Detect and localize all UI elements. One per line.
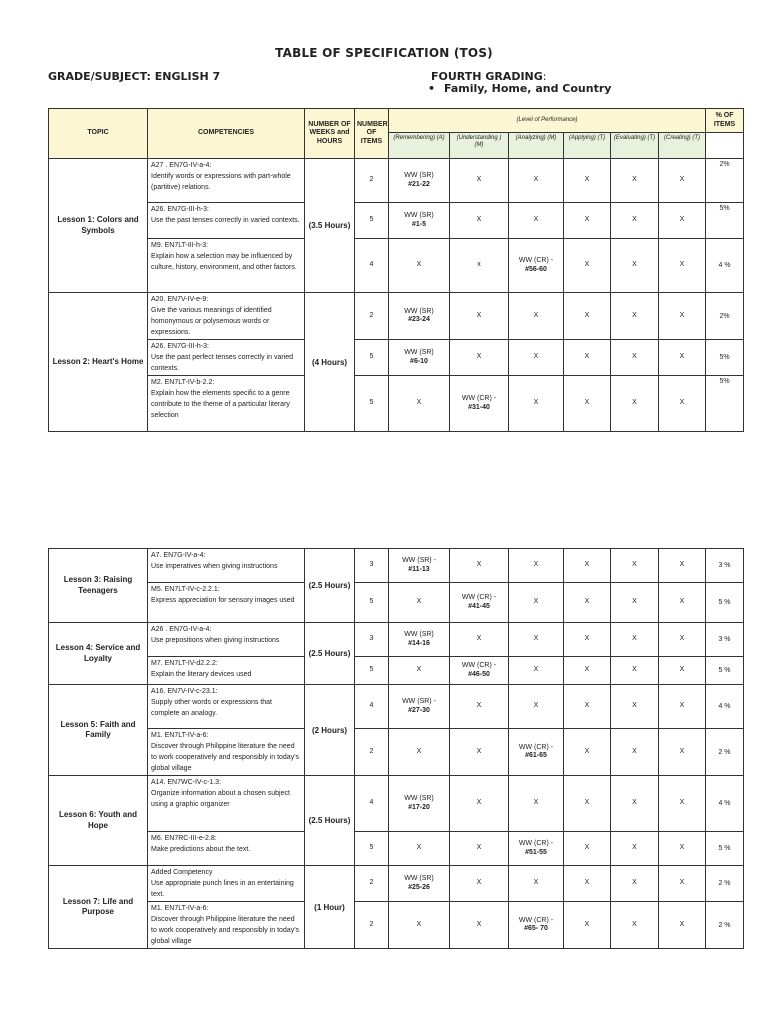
table-row	[49, 776, 744, 832]
rem-item-numbers: #14-16	[408, 639, 430, 647]
competency-code: A27 . EN7G-IV-a-4:	[151, 162, 212, 169]
item-count: 4	[355, 776, 389, 832]
applying-cell: X	[564, 583, 611, 623]
creating-cell: X	[659, 729, 706, 776]
table-row	[49, 657, 744, 685]
competency-code: M2. EN7LT-IV-b-2.2:	[151, 379, 215, 386]
creating-cell: X	[659, 376, 706, 432]
percent-of-items: 4 %	[706, 239, 744, 293]
competency	[148, 340, 305, 376]
header-analyzing: (Analyzing) (M)	[509, 133, 564, 159]
competency-text: Explain how a selection may be influenced by culture, history, environment, and other factors.	[151, 253, 297, 271]
und-cell	[450, 340, 509, 376]
header-percent: % OF ITEMS	[706, 109, 744, 133]
competency	[148, 583, 305, 623]
ana-cell	[509, 832, 564, 866]
und-label: x	[477, 261, 481, 269]
rem-cell	[389, 729, 450, 776]
header-level-of-performance: (Level of Performance)	[389, 109, 706, 133]
grading-colon: :	[542, 70, 547, 83]
competency-code: M7. EN7LT-IV-d2.2.2:	[151, 660, 218, 667]
percent-of-items: 2 %	[706, 729, 744, 776]
ana-label: X	[533, 702, 539, 710]
item-count: 4	[355, 685, 389, 729]
rem-cell	[389, 902, 450, 949]
rem-label: WW (SR)	[404, 307, 434, 315]
applying-cell: X	[564, 293, 611, 340]
ana-label: X	[533, 176, 539, 184]
rem-cell	[389, 776, 450, 832]
table-row	[49, 583, 744, 623]
competency-text: Use the past tenses correctly in varied contexts.	[151, 217, 300, 224]
ana-item-numbers: #56-60	[525, 265, 547, 273]
ana-label: WW (CR) -	[518, 840, 554, 848]
competency-code: A20. EN7V-IV-e-9:	[151, 296, 209, 303]
competency-text: Discover through Philippine literature the need to work cooperatively and responsibly in today's global village	[151, 743, 300, 772]
lesson-topic: Lesson 5: Faith and Family	[49, 685, 148, 776]
und-cell	[450, 657, 509, 685]
rem-label: X	[416, 261, 422, 269]
applying-cell: X	[564, 340, 611, 376]
competency-text: Identify words or expressions with part-whole (partitive) relations.	[151, 173, 291, 191]
table-row	[49, 902, 744, 949]
competency	[148, 685, 305, 729]
table-row	[49, 203, 744, 239]
lesson-topic: Lesson 6: Youth and Hope	[49, 776, 148, 866]
document-title: TABLE OF SPECIFICATION (TOS)	[275, 46, 493, 60]
applying-cell: X	[564, 866, 611, 902]
ana-item-numbers: #65- 70	[524, 925, 548, 932]
competency-text: Express appreciation for sensory images used	[151, 597, 295, 604]
und-label: X	[476, 311, 482, 319]
creating-cell: X	[659, 623, 706, 657]
item-count: 5	[355, 583, 389, 623]
creating-cell: X	[659, 549, 706, 583]
evaluating-cell: X	[611, 776, 659, 832]
evaluating-cell: X	[611, 685, 659, 729]
competency	[148, 776, 305, 832]
header-evaluating: (Evaluating) (T)	[611, 133, 659, 159]
table-row	[49, 832, 744, 866]
competency-code: Added Competency	[151, 869, 213, 876]
header-competencies: COMPETENCIES	[148, 109, 305, 159]
creating-cell: X	[659, 866, 706, 902]
header-remembering: (Remembering) (A)	[389, 133, 450, 159]
table-row	[49, 376, 744, 432]
rem-label: WW (SR)	[404, 631, 434, 639]
rem-item-numbers: #25-26	[408, 883, 430, 891]
percent-of-items: 2 %	[706, 902, 744, 949]
und-cell	[450, 776, 509, 832]
evaluating-cell: X	[611, 159, 659, 203]
competency-code: M9. EN7LT-III-h-3:	[151, 242, 209, 249]
competency	[148, 866, 305, 902]
competency-code: M1. EN7LT-IV-a-6:	[151, 732, 209, 739]
grade-subject: GRADE/SUBJECT: ENGLISH 7	[48, 70, 221, 83]
lesson-hours: (2.5 Hours)	[305, 623, 355, 685]
tos-table-page-2	[48, 548, 744, 949]
evaluating-cell: X	[611, 376, 659, 432]
rem-cell	[389, 832, 450, 866]
und-item-numbers: #41-45	[468, 602, 490, 610]
item-count: 5	[355, 657, 389, 685]
und-cell	[450, 623, 509, 657]
bullet-icon: •	[428, 82, 436, 95]
evaluating-cell: X	[611, 866, 659, 902]
und-cell	[450, 239, 509, 293]
applying-cell: X	[564, 623, 611, 657]
lesson-topic: Lesson 2: Heart's Home	[49, 293, 148, 432]
competency-text: Organize information about a chosen subject using a graphic organizer	[151, 790, 290, 808]
rem-item-numbers: #21-22	[408, 180, 430, 188]
evaluating-cell: X	[611, 203, 659, 239]
competency	[148, 203, 305, 239]
competency-code: M5. EN7LT-IV-c-2.2.1:	[151, 586, 220, 593]
tos-table-page-1	[48, 108, 744, 432]
und-item-numbers: #31-40	[468, 403, 490, 411]
und-label: X	[476, 176, 482, 184]
applying-cell: X	[564, 832, 611, 866]
rem-label: X	[416, 399, 422, 407]
percent-of-items: 5 %	[706, 657, 744, 685]
item-count: 5	[355, 340, 389, 376]
und-label: X	[476, 216, 482, 224]
rem-cell	[389, 340, 450, 376]
competency	[148, 902, 305, 949]
applying-cell: X	[564, 902, 611, 949]
competency	[148, 159, 305, 203]
ana-label: X	[533, 799, 539, 807]
rem-label: WW (SR)	[404, 212, 434, 220]
rem-label: WW (SR) -	[402, 698, 436, 706]
lesson-hours: (2 Hours)	[305, 685, 355, 776]
table-row	[49, 866, 744, 902]
und-cell	[450, 549, 509, 583]
applying-cell: X	[564, 376, 611, 432]
competency-text: Give the various meanings of identified homonymous or polysemous words or expressions.	[151, 307, 272, 336]
header-topic: TOPIC	[49, 109, 148, 159]
percent-of-items: 4 %	[706, 685, 744, 729]
und-cell	[450, 866, 509, 902]
rem-item-numbers: #17-20	[408, 803, 430, 811]
rem-item-numbers: #11-13	[408, 565, 430, 573]
rem-item-numbers: #27-30	[408, 706, 430, 714]
rem-label: X	[416, 666, 422, 674]
ana-label: X	[533, 666, 539, 674]
und-cell	[450, 159, 509, 203]
applying-cell: X	[564, 776, 611, 832]
applying-cell: X	[564, 203, 611, 239]
grading-theme	[428, 82, 611, 95]
lesson-topic: Lesson 7: Life and Purpose	[49, 866, 148, 949]
creating-cell: X	[659, 203, 706, 239]
ana-cell	[509, 549, 564, 583]
item-count: 2	[355, 902, 389, 949]
competency-code: A26. EN7G-III-h-3:	[151, 206, 209, 213]
lesson-hours: (1 Hour)	[305, 866, 355, 949]
und-label: WW (CR) -	[461, 662, 497, 670]
rem-cell	[389, 159, 450, 203]
table-row	[49, 623, 744, 657]
ana-cell	[509, 583, 564, 623]
rem-label: X	[416, 844, 422, 852]
item-count: 2	[355, 159, 389, 203]
percent-of-items: 3 %	[706, 549, 744, 583]
ana-label: X	[533, 635, 539, 643]
ana-cell	[509, 776, 564, 832]
creating-cell: X	[659, 239, 706, 293]
rem-cell	[389, 866, 450, 902]
applying-cell: X	[564, 549, 611, 583]
rem-label: X	[416, 747, 422, 755]
competency-text: Use imperatives when giving instructions	[151, 563, 278, 570]
item-count: 2	[355, 293, 389, 340]
creating-cell: X	[659, 832, 706, 866]
ana-cell	[509, 902, 564, 949]
table-row	[49, 729, 744, 776]
und-cell	[450, 293, 509, 340]
und-cell	[450, 729, 509, 776]
lesson-hours: (2.5 Hours)	[305, 776, 355, 866]
ana-cell	[509, 159, 564, 203]
competency	[148, 239, 305, 293]
ana-cell	[509, 657, 564, 685]
ana-cell	[509, 729, 564, 776]
rem-item-numbers: #6-10	[410, 357, 428, 365]
evaluating-cell: X	[611, 657, 659, 685]
table-row	[49, 549, 744, 583]
und-cell	[450, 902, 509, 949]
grading-label: FOURTH GRADING	[431, 70, 543, 83]
percent-of-items: 5%	[706, 203, 744, 239]
rem-item-numbers: #1-5	[411, 220, 426, 228]
competency-text: Use appropriate punch lines in an entertaining text.	[151, 880, 294, 898]
ana-label: X	[533, 216, 539, 224]
table-row	[49, 685, 744, 729]
lesson-topic: Lesson 4: Service and Loyalty	[49, 623, 148, 685]
creating-cell: X	[659, 685, 706, 729]
ana-cell	[509, 685, 564, 729]
competency	[148, 293, 305, 340]
und-label: X	[476, 561, 482, 569]
competency	[148, 832, 305, 866]
competency-text: Supply other words or expressions that complete an analogy.	[151, 699, 273, 717]
table-row	[49, 293, 744, 340]
und-cell	[450, 376, 509, 432]
competency-code: A7. EN7G-IV-a-4:	[151, 552, 206, 559]
ana-item-numbers: #61-65	[525, 752, 547, 759]
rem-cell	[389, 549, 450, 583]
header-creating: (Creating) (T)	[659, 133, 706, 159]
ana-label: X	[533, 598, 539, 606]
und-label: X	[476, 747, 482, 755]
lesson-hours: (2.5 Hours)	[305, 549, 355, 623]
und-label: WW (CR) -	[461, 395, 497, 403]
rem-cell	[389, 293, 450, 340]
header-applying: (Applying) (T)	[564, 133, 611, 159]
evaluating-cell: X	[611, 340, 659, 376]
und-label: WW (CR) -	[461, 594, 497, 602]
creating-cell: X	[659, 657, 706, 685]
item-count: 5	[355, 376, 389, 432]
applying-cell: X	[564, 239, 611, 293]
table-row	[49, 159, 744, 203]
header-understanding: (Understanding ) (M)	[450, 133, 509, 159]
ana-cell	[509, 866, 564, 902]
lesson-topic: Lesson 3: Raising Teenagers	[49, 549, 148, 623]
rem-cell	[389, 623, 450, 657]
ana-label: X	[533, 561, 539, 569]
evaluating-cell: X	[611, 293, 659, 340]
competency-text: Use prepositions when giving instructions	[151, 637, 280, 644]
und-label: X	[476, 635, 482, 643]
percent-of-items: 2%	[706, 159, 744, 203]
und-label: X	[476, 844, 482, 852]
theme-text: Family, Home, and Country	[444, 82, 612, 95]
creating-cell: X	[659, 293, 706, 340]
table-row	[49, 239, 744, 293]
percent-of-items: 2%	[706, 293, 744, 340]
rem-cell	[389, 583, 450, 623]
competency-code: M6. EN7RC-III-e-2.8:	[151, 835, 217, 842]
rem-cell	[389, 685, 450, 729]
competency-text: Make predictions about the text.	[151, 846, 251, 853]
competency-code: M1. EN7LT-IV-a-6:	[151, 905, 209, 912]
creating-cell: X	[659, 776, 706, 832]
percent-of-items: 5%	[706, 340, 744, 376]
header-weeks: NUMBER OF WEEKS and HOURS	[305, 109, 355, 159]
ana-cell	[509, 239, 564, 293]
percent-of-items: 5 %	[706, 832, 744, 866]
rem-label: X	[416, 598, 422, 606]
competency-code: A16. EN7V-IV-c-23.1:	[151, 688, 218, 695]
competency	[148, 376, 305, 432]
applying-cell: X	[564, 159, 611, 203]
und-item-numbers: #46-50	[468, 670, 490, 678]
competency	[148, 657, 305, 685]
percent-of-items: 5%	[706, 376, 744, 432]
und-label: X	[476, 920, 482, 928]
item-count: 2	[355, 729, 389, 776]
ana-label: X	[533, 879, 539, 887]
und-label: X	[476, 353, 482, 361]
percent-of-items: 4 %	[706, 776, 744, 832]
rem-cell	[389, 657, 450, 685]
competency-code: A26 . EN7G-IV-a-4:	[151, 626, 212, 633]
rem-label: WW (SR)	[404, 172, 434, 180]
ana-cell	[509, 376, 564, 432]
und-cell	[450, 203, 509, 239]
percent-of-items: 2 %	[706, 866, 744, 902]
rem-cell	[389, 239, 450, 293]
percent-of-items: 3 %	[706, 623, 744, 657]
rem-item-numbers: #23-24	[408, 316, 430, 323]
creating-cell: X	[659, 583, 706, 623]
ana-label: WW (CR) -	[518, 743, 554, 751]
ana-cell	[509, 293, 564, 340]
competency	[148, 729, 305, 776]
applying-cell: X	[564, 729, 611, 776]
applying-cell: X	[564, 685, 611, 729]
rem-label: X	[416, 920, 422, 928]
und-label: X	[476, 879, 482, 887]
lesson-topic: Lesson 1: Colors and Symbols	[49, 159, 148, 293]
evaluating-cell: X	[611, 902, 659, 949]
rem-cell	[389, 203, 450, 239]
item-count: 4	[355, 239, 389, 293]
table-row	[49, 340, 744, 376]
ana-cell	[509, 340, 564, 376]
rem-label: WW (SR)	[404, 875, 434, 883]
ana-label: X	[533, 399, 539, 407]
evaluating-cell: X	[611, 583, 659, 623]
lesson-hours: (4 Hours)	[305, 293, 355, 432]
competency	[148, 549, 305, 583]
creating-cell: X	[659, 159, 706, 203]
evaluating-cell: X	[611, 832, 659, 866]
ana-label: WW (CR) -	[518, 257, 554, 265]
item-count: 3	[355, 549, 389, 583]
und-cell	[450, 832, 509, 866]
ana-label: X	[533, 311, 539, 319]
ana-cell	[509, 203, 564, 239]
percent-of-items: 5 %	[706, 583, 744, 623]
ana-label: WW (CR) -	[518, 916, 554, 924]
lesson-hours: (3.5 Hours)	[305, 159, 355, 293]
rem-label: WW (SR)	[404, 349, 434, 357]
ana-label: X	[533, 353, 539, 361]
evaluating-cell: X	[611, 549, 659, 583]
competency	[148, 623, 305, 657]
und-cell	[450, 583, 509, 623]
rem-label: WW (SR) -	[402, 557, 436, 565]
rem-cell	[389, 376, 450, 432]
competency-text: Discover through Philippine literature the need to work cooperatively and responsibly in today's global village	[151, 916, 300, 945]
item-count: 5	[355, 203, 389, 239]
header-items: NUMBER OF ITEMS	[355, 109, 389, 159]
evaluating-cell: X	[611, 729, 659, 776]
evaluating-cell: X	[611, 239, 659, 293]
creating-cell: X	[659, 340, 706, 376]
und-label: X	[476, 702, 482, 710]
creating-cell: X	[659, 902, 706, 949]
evaluating-cell: X	[611, 623, 659, 657]
ana-cell	[509, 623, 564, 657]
competency-text: Explain the literary devices used	[151, 671, 252, 678]
item-count: 2	[355, 866, 389, 902]
item-count: 5	[355, 832, 389, 866]
item-count: 3	[355, 623, 389, 657]
und-label: X	[476, 799, 482, 807]
competency-text: Use the past perfect tenses correctly in varied contexts.	[151, 354, 294, 372]
applying-cell: X	[564, 657, 611, 685]
ana-item-numbers: #51-55	[525, 848, 547, 856]
rem-label: WW (SR)	[404, 795, 434, 803]
und-cell	[450, 685, 509, 729]
competency-code: A26. EN7G-III-h-3:	[151, 343, 209, 350]
competency-text: Explain how the elements specific to a genre contribute to the theme of a particular literary selection	[151, 390, 290, 419]
competency-code: A14. EN7WC-IV-c-1.3:	[151, 779, 222, 786]
